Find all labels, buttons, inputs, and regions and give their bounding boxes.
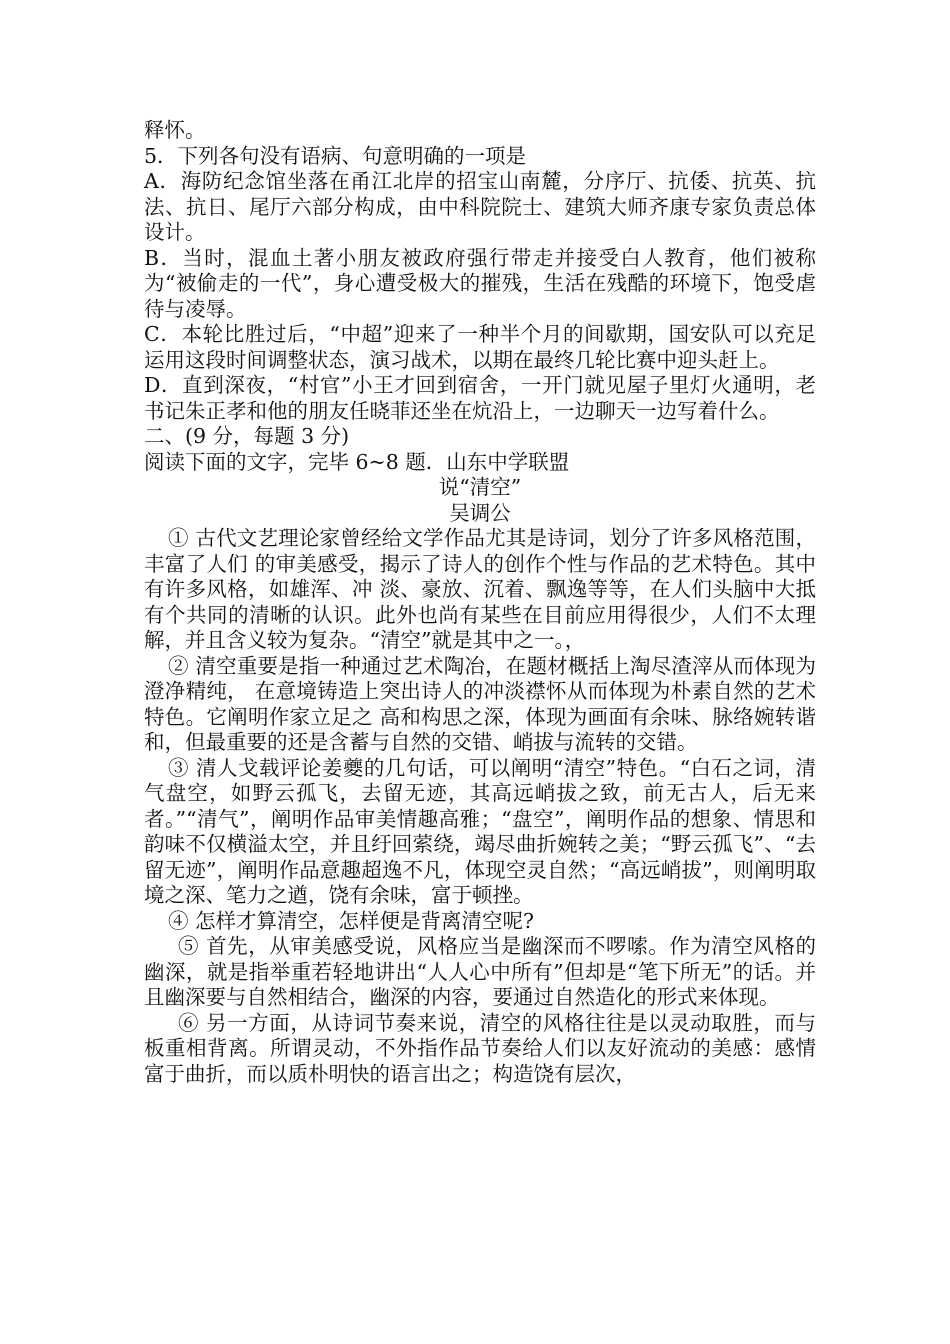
- article-author: 吴调公: [449, 500, 511, 525]
- carry-over-line: 释怀。: [144, 118, 206, 142]
- question-5-stem: 5．下列各句没有语病、句意明确的一项是: [144, 143, 527, 168]
- question-5-option-c: C．本轮比胜过后，“中超”迎来了一种半个月的间歇期，国安队可以充足运用这段时间调整状态，演习战术，以期在最终几轮比赛中迎头赶上。: [144, 322, 816, 372]
- article-paragraph-4: ④ 怎样才算清空，怎样便是背离清空呢?: [168, 908, 535, 933]
- section-2-instruction: 阅读下面的文字，完毕 6~8 题．山东中学联盟: [144, 449, 570, 474]
- article-paragraph-2: ② 清空重要是指一种通过艺术陶冶，在题材概括上淘尽渣滓从而体现为澄净精纯， 在意境铸造上突出诗人的冲淡襟怀从而体现为朴素自然的艺术特色。它阐明作家立足之 高和构思之深，体现为画面有余味、脉络婉转谐和，但最重要的还是含蓄与自然的交错、峭拔与流转的交错。: [144, 653, 816, 754]
- article-title: 说“清空”: [438, 475, 522, 499]
- question-5-option-d: D．直到深夜，“村官”小王才回到宿舍，一开门就见屋子里灯火通明，老书记朱正孝和他的朋友任晓菲还坐在炕沿上，一边聊天一边写着什么。: [144, 373, 816, 423]
- question-5-option-a: A．海防纪念馆坐落在甬江北岸的招宝山南麓，分序厅、抗倭、抗英、抗法、抗日、尾厅六部分构成，由中科院院士、建筑大师齐康专家负责总体设计。: [144, 169, 816, 244]
- article-paragraph-5: ⑤ 首先，从审美感受说，风格应当是幽深而不啰嗦。作为清空风格的幽深，就是指举重若轻地讲出“人人心中所有”但却是“笔下所无”的话。并且幽深要与自然相结合，幽深的内容，要通过自然造化的形式来体现。: [144, 934, 816, 1009]
- document-page: [144, 118, 816, 1087]
- article-paragraph-1: ① 古代文艺理论家曾经给文学作品尤其是诗词，划分了许多风格范围，丰富了人们 的审美感受，揭示了诗人的创作个性与作品的艺术特色。其中有许多风格，如雄浑、冲 淡、豪放、沉着、飘逸等等，在人们头脑中大抵有个共同的清晰的认识。此外也尚有某些在目前应用得很少，人们不太理解，并且含义较为复杂。“清空”就是其中之一。，: [144, 526, 816, 652]
- article-paragraph-6: ⑥ 另一方面，从诗词节奏来说，清空的风格往往是以灵动取胜，而与板重相背离。所谓灵动，不外指作品节奏给人们以友好流动的美感：感情富于曲折，而以质朴明快的语言出之；构造饶有层次，: [144, 1010, 816, 1086]
- section-2-heading: 二、(9 分，每题 3 分): [144, 424, 350, 448]
- article-paragraph-3: ③ 清人戈载评论姜夔的几句话，可以阐明“清空”特色。“白石之词，清气盘空，如野云孤飞，去留无迹，其高远峭拔之致，前无古人，后无来者。”“清气”，阐明作品审美情趣高雅；“盘空”，阐明作品的想象、情思和韵味不仅横溢太空，并且纡回萦绕，竭尽曲折婉转之美；“野云孤飞”、“去留无迹”，阐明作品意趣超逸不凡，体现空灵自然；“高远峭拔”，则阐明取境之深、笔力之遒，饶有余味，富于顿挫。: [144, 755, 816, 907]
- question-5-option-b: B．当时，混血土著小朋友被政府强行带走并接受白人教育，他们被称为“被偷走的一代”，身心遭受极大的摧残，生活在残酷的环境下，饱受虐待与凌辱。: [144, 245, 816, 321]
